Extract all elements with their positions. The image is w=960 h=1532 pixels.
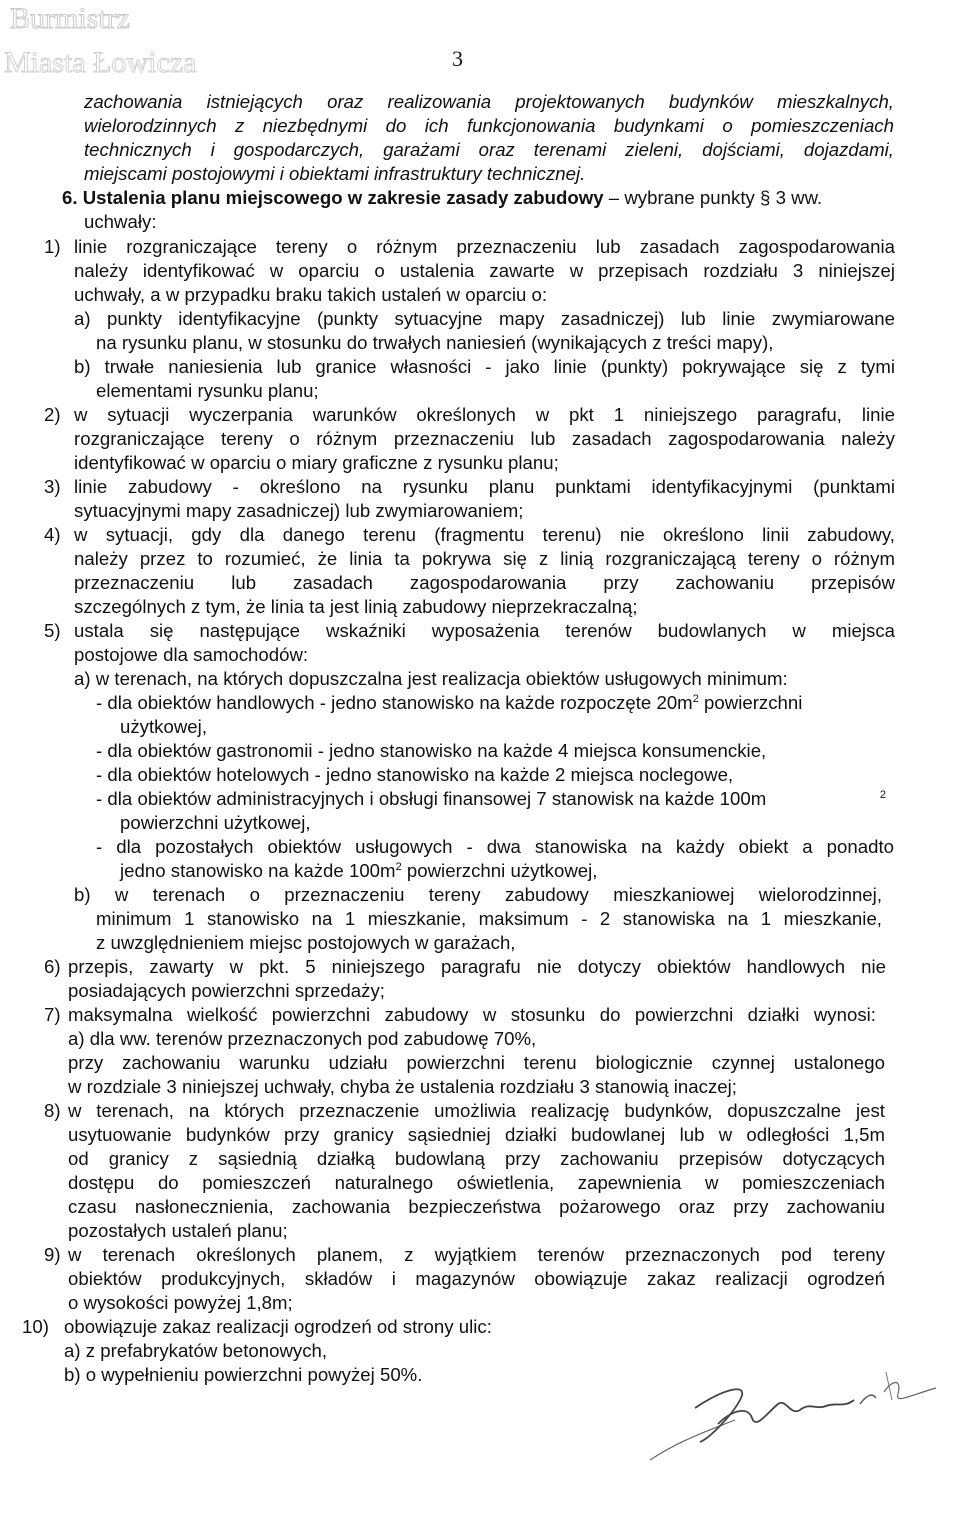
text-line xyxy=(96,691,802,715)
stamp-line-2: Miasta Łowicza xyxy=(4,46,197,79)
text-line: w sytuacji, gdy dla danego terenu (fragmentu terenu) nie określono linii zabudowy, xyxy=(74,524,895,545)
text-line: w rozdziale 3 niniejszej uchwały, chyba że ustalenia rozdziału 3 stanowią inaczej; xyxy=(68,1076,737,1097)
text-line: użytkowej, xyxy=(120,716,208,737)
list-marker: 6) xyxy=(44,956,61,977)
section-title: Ustalenia planu miejscowego w zakresie zasady zabudowy xyxy=(82,187,604,208)
superscript: 2 xyxy=(692,692,699,705)
text-line: minimum 1 stanowisko na 1 mieszkanie, maksimum - 2 stanowiska na 1 mieszkanie, xyxy=(96,908,882,929)
text-line: postojowe dla samochodów: xyxy=(74,644,309,665)
list-marker: 10) xyxy=(22,1316,49,1337)
text-line: rozgraniczające tereny o różnym przeznaczeniu lub zasadach zagospodarowania należy xyxy=(74,428,895,449)
text-line: ustala się następujące wskaźniki wyposażenia terenów budowlanych w miejsca xyxy=(74,620,895,641)
list-marker: 5) xyxy=(44,620,61,641)
text-segment: - dla obiektów administracyjnych i obsługi finansowej 7 stanowisk na każde 100m xyxy=(96,788,767,809)
text-line: uchwały: xyxy=(84,211,157,232)
section-title-suffix: – wybrane punkty § 3 ww. xyxy=(603,187,823,208)
list-marker: 1) xyxy=(44,236,61,257)
text-line: a) z prefabrykatów betonowych, xyxy=(64,1340,328,1361)
text-line: a) dla ww. terenów przeznaczonych pod zabudowę 70%, xyxy=(68,1028,537,1049)
text-line: b) o wypełnieniu powierzchni powyżej 50%. xyxy=(64,1364,423,1385)
text-line: linie zabudowy - określono na rysunku planu punktami identyfikacyjnymi (punktami xyxy=(74,476,895,497)
text-line: linie rozgraniczające tereny o różnym przeznaczeniu lub zasadach zagospodarowania xyxy=(74,236,895,257)
list-marker: 2) xyxy=(44,404,61,425)
text-line: czasu nasłonecznienia, zachowania bezpieczeństwa pożarowego oraz przy zachowaniu xyxy=(68,1196,885,1217)
section-heading xyxy=(62,186,822,210)
text-line: - dla obiektów gastronomii - jedno stanowisko na każde 4 miejsca konsumenckie, xyxy=(96,740,767,761)
page-number: 3 xyxy=(452,46,463,71)
text-line: w terenach, na których przeznaczenie umożliwia realizację budynków, dopuszczalne jest xyxy=(68,1100,885,1121)
text-line: miejscami postojowymi i obiektami infrastruktury technicznej. xyxy=(84,163,586,184)
text-line: przepis, zawarty w pkt. 5 niniejszego paragrafu nie dotyczy obiektów handlowych nie xyxy=(68,956,886,977)
text-line: wielorodzinnych z niezbędnymi do ich funkcjonowania budynkami o pomieszczeniach xyxy=(84,115,894,136)
text-line: a) w terenach, na których dopuszczalna jest realizacja obiektów usługowych minimum: xyxy=(74,668,788,689)
text-line: z uwzględnieniem miejsc postojowych w garażach, xyxy=(96,932,516,953)
text-segment: powierzchni użytkowej, xyxy=(401,860,598,881)
text-line: powierzchni użytkowej, xyxy=(120,812,311,833)
stamp-line-1: Burmistrz xyxy=(10,2,130,35)
text-line: zachowania istniejących oraz realizowania projektowanych budynków mieszkalnych, xyxy=(84,91,894,112)
superscript: 2 xyxy=(879,789,886,801)
text-line: usytuowanie budynków przy granicy sąsiedniej działki budowlanej lub w odległości 1,5m xyxy=(68,1124,885,1145)
text-line: - dla obiektów hotelowych - jedno stanowisko na każde 2 miejsca noclegowe, xyxy=(96,764,734,785)
text-line: należy identyfikować w oparciu o ustalenia zawarte w przepisach rozdziału 3 niniejszej xyxy=(74,260,895,281)
list-marker: 8) xyxy=(44,1100,61,1121)
text-segment: powierzchni xyxy=(698,692,803,713)
text-line: posiadających powierzchni sprzedaży; xyxy=(68,980,385,1001)
text-line: a) punkty identyfikacyjne (punkty sytuacyjne mapy zasadniczej) lub linie zwymiarowane xyxy=(74,308,895,329)
text-line: sytuacyjnymi mapy zasadniczej) lub zwymiarowaniem; xyxy=(74,500,524,521)
text-segment: - dla obiektów handlowych - jedno stanowisko na każde rozpoczęte 20m xyxy=(96,692,693,713)
text-line: szczególnych z tym, że linia ta jest linią zabudowy nieprzekraczalną; xyxy=(74,596,638,617)
section-number: 6. xyxy=(62,187,78,208)
text-line: pozostałych ustaleń planu; xyxy=(68,1220,288,1241)
text-line: b) trwałe naniesienia lub granice własności - jako linie (punkty) pokrywające się z tymi xyxy=(74,356,895,377)
text-line: b) w terenach o przeznaczeniu tereny zabudowy mieszkaniowej wielorodzinnej, xyxy=(74,884,882,905)
text-line: - dla pozostałych obiektów usługowych - dwa stanowiska na każdy obiekt a ponadto xyxy=(96,836,894,857)
text-line: w sytuacji wyczerpania warunków określonych w pkt 1 niniejszego paragrafu, linie xyxy=(74,404,895,425)
text-line: od granicy z sąsiednią działką budowlaną przy zachowaniu przepisów dotyczących xyxy=(68,1148,885,1169)
text-line: obiektów produkcyjnych, składów i magazynów obowiązuje zakaz realizacji ogrodzeń xyxy=(68,1268,885,1289)
list-marker: 7) xyxy=(44,1004,61,1025)
text-line: elementami rysunku planu; xyxy=(96,380,319,401)
text-line: maksymalna wielkość powierzchni zabudowy w stosunku do powierzchni działki wynosi: xyxy=(68,1004,876,1025)
list-marker: 4) xyxy=(44,524,61,545)
text-line: na rysunku planu, w stosunku do trwałych naniesień (wynikających z treści mapy), xyxy=(96,332,774,353)
list-marker: 3) xyxy=(44,476,61,497)
official-stamp xyxy=(0,0,300,80)
text-line: identyfikować w oparciu o miary graficzne z rysunku planu; xyxy=(74,452,559,473)
list-marker: 9) xyxy=(44,1244,61,1265)
text-line: dostępu do pomieszczeń naturalnego oświetlenia, zapewnienia w pomieszczeniach xyxy=(68,1172,885,1193)
text-line: obowiązuje zakaz realizacji ogrodzeń od strony ulic: xyxy=(64,1316,492,1337)
text-line xyxy=(120,859,597,883)
superscript: 2 xyxy=(395,860,402,873)
handwritten-signature-icon xyxy=(640,1360,940,1470)
text-line: technicznych i gospodarczych, garażami oraz terenami zieleni, dojściami, dojazdami, xyxy=(84,139,894,160)
text-line: o wysokości powyżej 1,8m; xyxy=(68,1292,293,1313)
text-segment: jedno stanowisko na każde 100m xyxy=(120,860,396,881)
text-line xyxy=(96,787,886,811)
text-line: uchwały, a w przypadku braku takich ustaleń w oparciu o: xyxy=(74,284,548,305)
text-line: przeznaczeniu lub zasadach zagospodarowania przy zachowaniu przepisów xyxy=(74,572,895,593)
text-line: w terenach określonych planem, z wyjątkiem terenów przeznaczonych pod tereny xyxy=(68,1244,885,1265)
text-line: przy zachowaniu warunku udziału powierzchni terenu biologicznie czynnej ustalonego xyxy=(68,1052,885,1073)
text-line: należy przez to rozumieć, że linia ta pokrywa się z linią rozgraniczającą tereny o różnym xyxy=(74,548,895,569)
